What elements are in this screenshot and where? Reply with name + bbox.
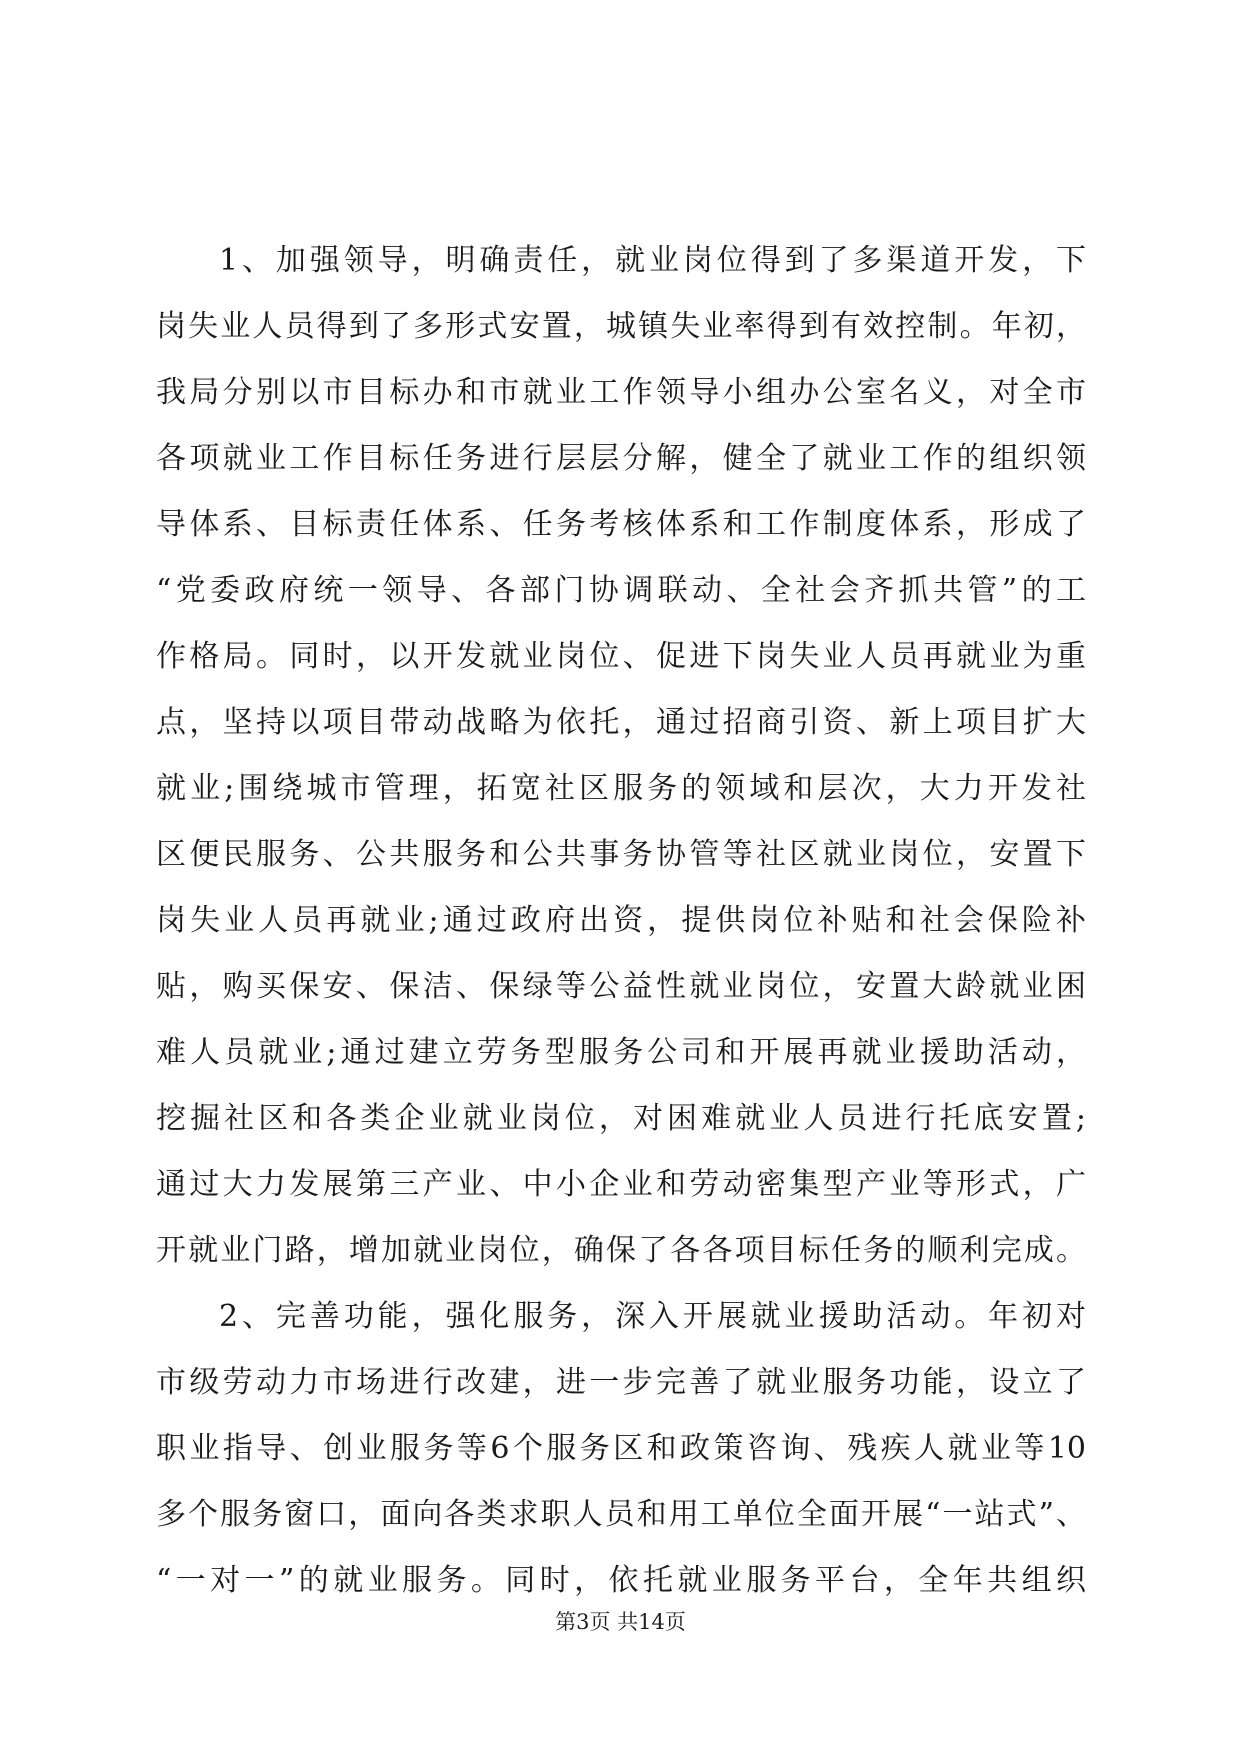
text-line: 作格局。同时，以开发就业岗位、促进下岗失业人员再就业为重 [156,639,1086,674]
text-line: 难人员就业;通过建立劳务型服务公司和开展再就业援助活动， [156,1035,1086,1070]
text-line: 贴，购买保安、保洁、保绿等公益性就业岗位，安置大龄就业困 [156,969,1086,1004]
text-line: 开就业门路，增加就业岗位，确保了各各项目标任务的顺利完成。 [156,1233,1086,1268]
text-line: 点，坚持以项目带动战略为依托，通过招商引资、新上项目扩大 [156,705,1086,740]
text-line: 岗失业人员得到了多形式安置，城镇失业率得到有效控制。年初， [156,309,1086,344]
text-line: 市级劳动力市场进行改建，进一步完善了就业服务功能，设立了 [156,1365,1086,1400]
text-line: 2、完善功能，强化服务，深入开展就业援助活动。年初对 [219,1299,1086,1334]
text-line: “一对一”的就业服务。同时，依托就业服务平台，全年共组织 [156,1563,1086,1598]
text-line: 导体系、目标责任体系、任务考核体系和工作制度体系，形成了 [156,507,1086,542]
text-line: 我局分别以市目标办和市就业工作领导小组办公室名义，对全市 [156,375,1086,410]
paragraph [156,228,1086,1284]
text-line: 通过大力发展第三产业、中小企业和劳动密集型产业等形式，广 [156,1167,1086,1202]
text-line: 各项就业工作目标任务进行层层分解，健全了就业工作的组织领 [156,441,1086,476]
text-line: 就业;围绕城市管理，拓宽社区服务的领域和层次，大力开发社 [156,771,1086,806]
text-line: 职业指导、创业服务等6个服务区和政策咨询、残疾人就业等10 [156,1431,1086,1466]
paragraph [156,1284,1086,1614]
text-line: 1、加强领导，明确责任，就业岗位得到了多渠道开发，下 [219,243,1086,278]
text-line: 多个服务窗口，面向各类求职人员和用工单位全面开展“一站式”、 [156,1497,1086,1532]
text-line: 区便民服务、公共服务和公共事务协管等社区就业岗位，安置下 [156,837,1086,872]
text-line: 挖掘社区和各类企业就业岗位，对困难就业人员进行托底安置; [156,1101,1086,1136]
text-line: “党委政府统一领导、各部门协调联动、全社会齐抓共管”的工 [156,573,1086,608]
page-footer: 第3页 共14页 [555,1610,686,1634]
text-line: 岗失业人员再就业;通过政府出资，提供岗位补贴和社会保险补 [156,903,1086,938]
body-text [156,228,1086,1614]
